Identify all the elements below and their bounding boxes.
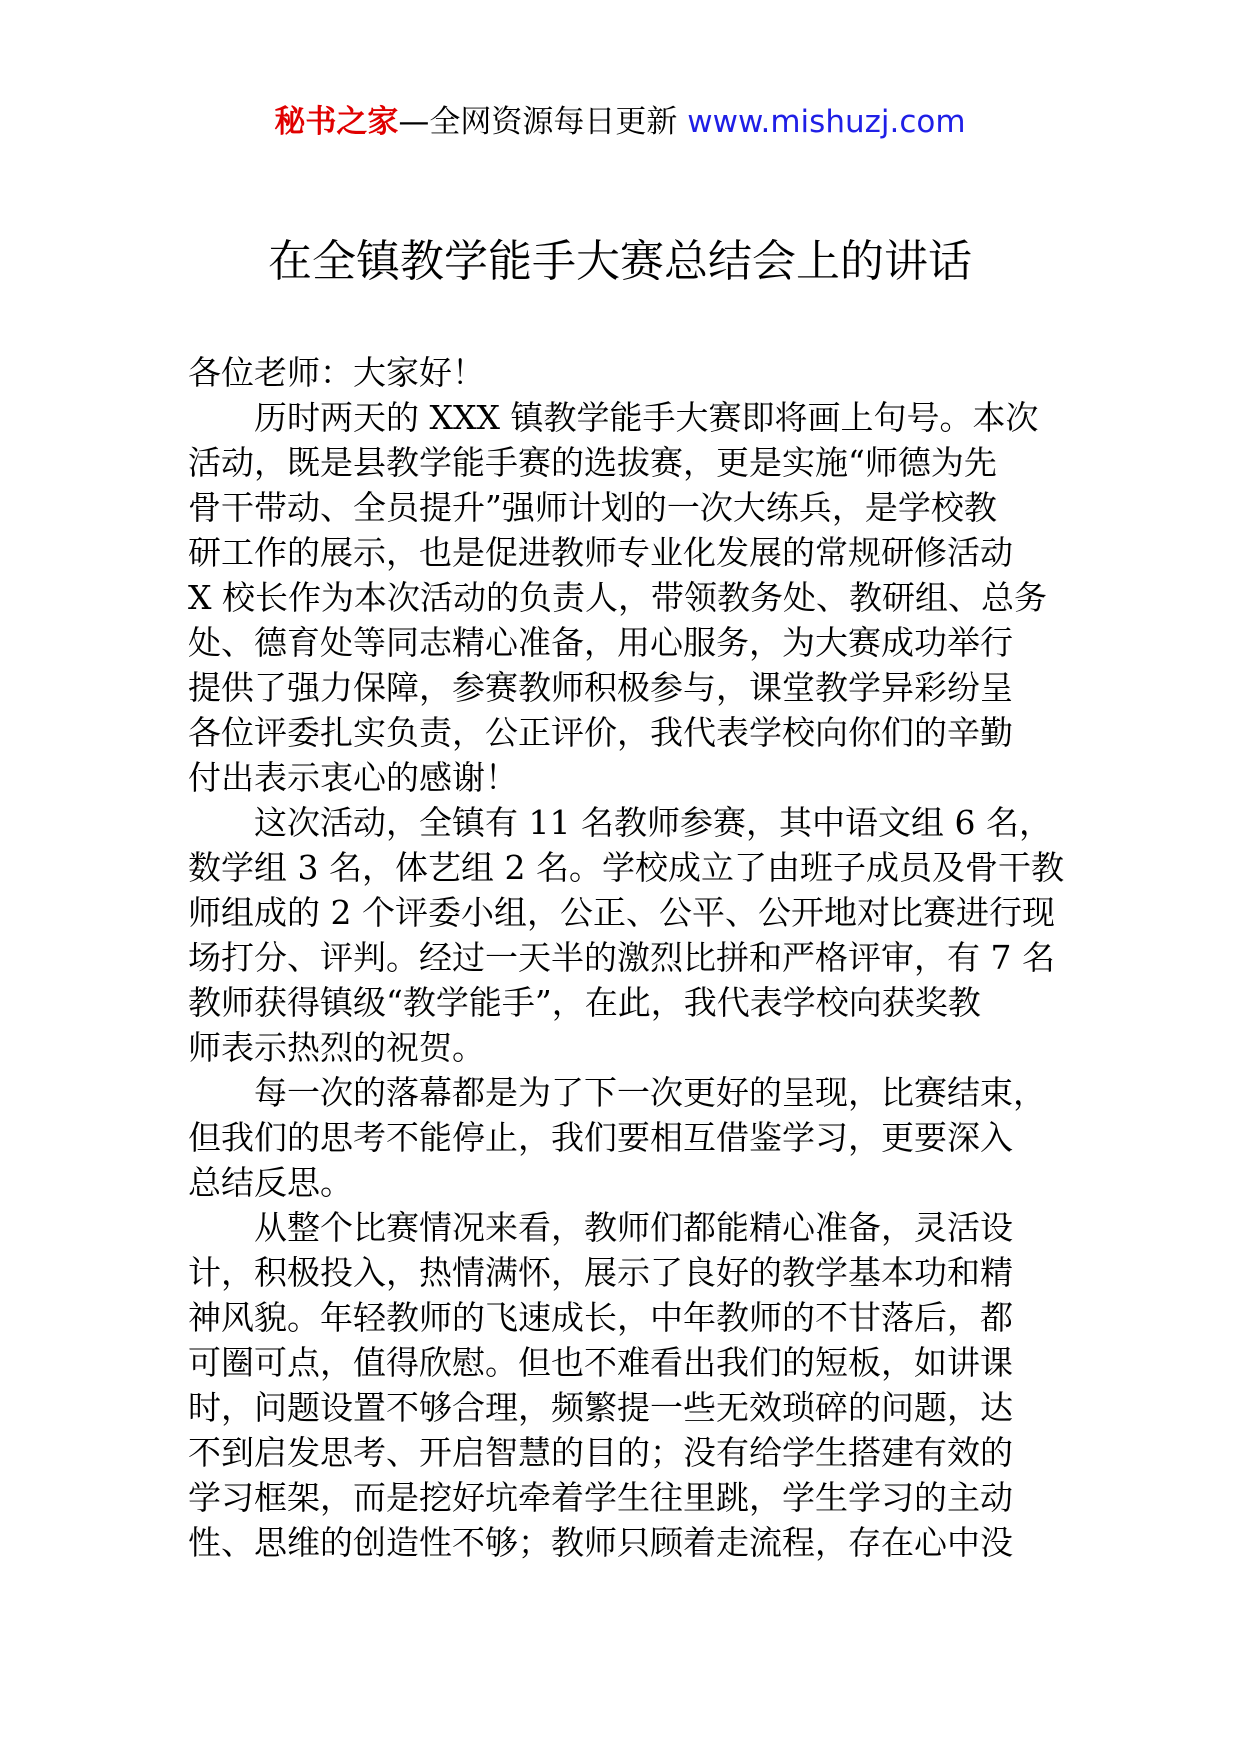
document-title: 在全镇教学能手大赛总结会上的讲话 <box>268 236 972 287</box>
text-line: 研工作的展示，也是促进教师专业化发展的常规研修活动 <box>188 533 1013 572</box>
text-line: 提供了强力保障，参赛教师积极参与，课堂教学异彩纷呈 <box>188 668 1013 707</box>
text-line: 历时两天的 XXX 镇教学能手大赛即将画上句号。本次 <box>254 398 1039 437</box>
text-line: 但我们的思考不能停止，我们要相互借鉴学习，更要深入 <box>188 1118 1013 1157</box>
text-line: 每一次的落幕都是为了下一次更好的呈现，比赛结束， <box>254 1073 1046 1112</box>
text-line: X 校长作为本次活动的负责人，带领教务处、教研组、总务 <box>188 578 1047 617</box>
text-line: 师组成的 2 个评委小组，公正、公平、公开地对比赛进行现 <box>188 893 1055 932</box>
text-line: 场打分、评判。经过一天半的激烈比拼和严格评审，有 7 名 <box>188 938 1055 977</box>
site-tagline: —全网资源每日更新 <box>398 104 678 140</box>
text-line: 性、思维的创造性不够；教师只顾着走流程，存在心中没 <box>188 1523 1013 1562</box>
text-line: 神风貌。年轻教师的飞速成长，中年教师的不甘落后，都 <box>188 1298 1013 1337</box>
text-line: 各位老师：大家好！ <box>188 353 485 392</box>
text-line: 教师获得镇级“教学能手”，在此，我代表学校向获奖教 <box>188 983 981 1022</box>
text-line: 可圈可点，值得欣慰。但也不难看出我们的短板，如讲课 <box>188 1343 1013 1382</box>
document-body <box>188 350 1088 1565</box>
text-line: 付出表示衷心的感谢！ <box>188 758 518 797</box>
site-header <box>0 100 1240 144</box>
text-line: 这次活动，全镇有 11 名教师参赛，其中语文组 6 名， <box>254 803 1052 842</box>
text-line: 数学组 3 名，体艺组 2 名。学校成立了由班子成员及骨干教 <box>188 848 1064 887</box>
site-brand: 秘书之家 <box>274 104 399 140</box>
site-url-link[interactable]: www.mishuzj.com <box>687 104 966 140</box>
text-line: 计，积极投入，热情满怀，展示了良好的教学基本功和精 <box>188 1253 1013 1292</box>
text-line: 时，问题设置不够合理，频繁提一些无效琐碎的问题，达 <box>188 1388 1013 1427</box>
text-line: 处、德育处等同志精心准备，用心服务，为大赛成功举行 <box>188 623 1013 662</box>
text-line: 骨干带动、全员提升”强师计划的一次大练兵，是学校教 <box>188 488 997 527</box>
text-line: 各位评委扎实负责，公正评价，我代表学校向你们的辛勤 <box>188 713 1013 752</box>
text-line: 师表示热烈的祝贺。 <box>188 1028 485 1067</box>
text-line: 从整个比赛情况来看，教师们都能精心准备，灵活设 <box>254 1208 1013 1247</box>
text-line: 不到启发思考、开启智慧的目的；没有给学生搭建有效的 <box>188 1433 1013 1472</box>
text-line: 学习框架，而是挖好坑牵着学生往里跳，学生学习的主动 <box>188 1478 1013 1517</box>
text-line: 活动，既是县教学能手赛的选拔赛，更是实施“师德为先 <box>188 443 997 482</box>
text-line: 总结反思。 <box>188 1163 353 1202</box>
